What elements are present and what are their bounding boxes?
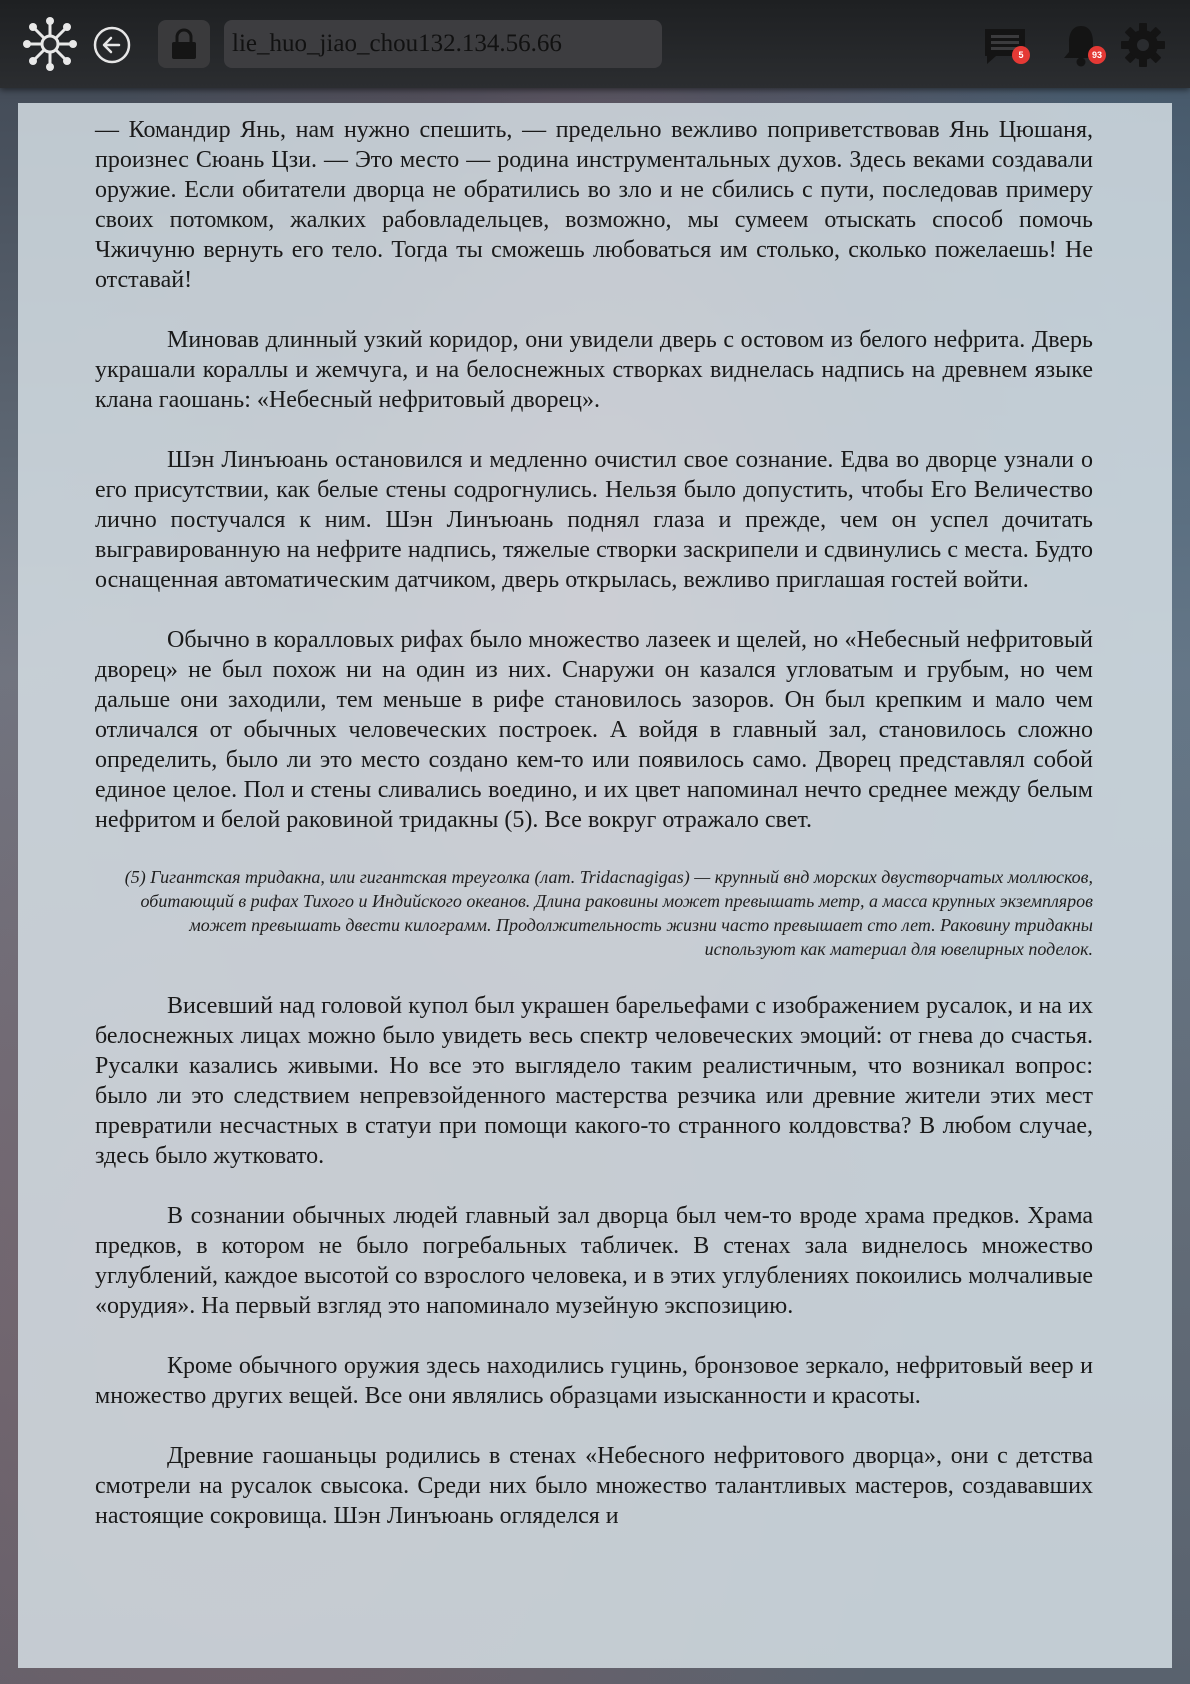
- article-paragraph: Обычно в коралловых рифах было множество лазеек и щелей, но «Небесный нефритовый дворец» не был похож ни на один из них. Снаружи он казался угловатым и грубым, но чем дальше они заходили, тем меньше в рифе становилось зазоров. Он был крепким и мало чем отличался от обычных человеческих построек. А войдя в главный зал, становилось сложно определить, было ли это место создано кем-то или появилось само. Дворец представлял собой единое целое. Пол и стены сливались воедино, и их цвет напоминал нечто среднее между белым нефритом и белой раковиной тридакны (5). Все вокруг отражало свет.: [95, 627, 1093, 833]
- footnote: (5) Гигантская тридакна, или гигантская треуголка (лат. Tridacnagigas) — крупный внд морских двустворчатых моллюсков, обитающий в рифах Тихого и Индийского океанов. Длина раковины может превышать метр, а масса крупных экземпляров может превышать двести килограмм. Продолжительность жизни часто превышает сто лет. Раковину тридакны используют как материал для ювелирных поделок.: [124, 867, 1093, 959]
- article-paragraph: В сознании обычных людей главный зал дворца был чем-то вроде храма предков. Храма предков, в котором не было погребальных табличек. В стенах зала виднелось множество углублений, каждое высотой со взрослого человека, и в этих углублениях покоились молчаливые «орудия». На первый взгляд это напоминало музейную экспозицию.: [95, 1203, 1093, 1319]
- address-input[interactable]: [224, 20, 662, 68]
- back-arrow-icon: [92, 25, 132, 65]
- back-button[interactable]: [92, 25, 132, 65]
- reading-page[interactable]: [18, 103, 1172, 1668]
- article-paragraph: — Командир Янь, нам нужно спешить, — предельно вежливо поприветствовав Янь Цюшаня, произнес Сюань Цзи. — Это место — родина инструментальных духов. Здесь веками создавали оружие. Если обитатели дворца не обратились во зло и не сбились с пути, последовав примеру своих потомком, жалких рабовладельцев, возможно, мы сумеем отыскать способ помочь Чжичуню вернуть его тело. Тогда ты сможешь любоваться им столько, сколько пожелаешь! Не отставай!: [95, 117, 1093, 293]
- article-paragraph: Миновав длинный узкий коридор, они увидели дверь с остовом из белого нефрита. Дверь украшали кораллы и жемчуга, и на белоснежных створках виднелась надпись на древнем языке клана гаошань: «Небесный нефритовый дворец».: [95, 327, 1093, 413]
- article-paragraph: Древние гаошаньцы родились в стенах «Небесного нефритового дворца», они с детства смотрели на русалок свысока. Среди них было множество талантливых мастеров, создававших настоящие сокровища. Шэн Линъюань огляделся и: [95, 1443, 1093, 1529]
- messages-button[interactable]: [980, 24, 1030, 68]
- network-logo-icon[interactable]: [22, 16, 78, 72]
- gear-icon: [1120, 22, 1166, 68]
- settings-button[interactable]: [1118, 20, 1168, 70]
- article-paragraph: Висевший над головой купол был украшен барельефами с изображением русалок, и на их белоснежных лицах можно было увидеть весь спектр человеческих эмоций: от гнева до счастья. Русалки казались живыми. Но все это выглядело таким реалистичным, что возникал вопрос: было ли это следствием непревзойденного мастерства резчика или древние жители этих мест превратили несчастных в статуи при помощи какого-то странного колдовства? В любом случае, здесь было жутковато.: [95, 993, 1093, 1169]
- lock-button[interactable]: [158, 20, 210, 68]
- article-paragraph: Кроме обычного оружия здесь находились гуцинь, бронзовое зеркало, нефритовый веер и множество других вещей. Все они являлись образцами изысканности и красоты.: [95, 1353, 1093, 1409]
- messages-badge: 5: [1012, 46, 1030, 64]
- notifications-badge: 93: [1088, 46, 1106, 64]
- article-content: [95, 115, 1093, 1561]
- top-toolbar: [0, 0, 1190, 88]
- notifications-button[interactable]: [1056, 20, 1106, 70]
- lock-icon: [169, 27, 199, 61]
- article-paragraph: Шэн Линъюань остановился и медленно очистил свое сознание. Едва во дворце узнали о его присутствии, как белые стены содрогнулись. Нельзя было допустить, чтобы Его Величество лично постучался к ним. Шэн Линъюань поднял глаза и прежде, чем он успел дочитать выгравированную на нефрите надпись, тяжелые створки заскрипели и сдвинулись с места. Будто оснащенная автоматическим датчиком, дверь открылась, вежливо приглашая гостей войти.: [95, 447, 1093, 593]
